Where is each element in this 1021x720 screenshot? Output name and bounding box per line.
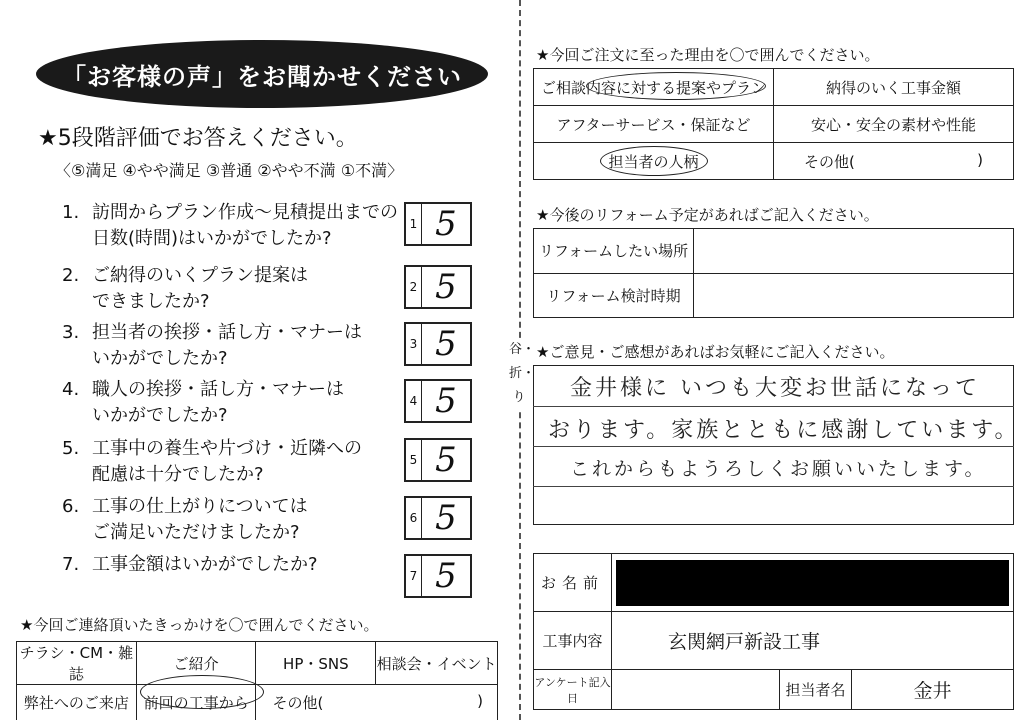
question-text: 工事の仕上がりについては ご満足いただけましたか? [92, 496, 308, 543]
question-number: 3. [62, 322, 80, 343]
score-box[interactable] [404, 322, 472, 366]
date-field[interactable] [612, 670, 780, 710]
work-value: 玄関網戸新設工事 [612, 612, 1014, 670]
rating-question [62, 436, 362, 488]
score-index: 7 [406, 556, 422, 596]
future-place-field[interactable] [694, 229, 1014, 274]
rating-scale: 〈⑤満足 ④やや満足 ③普通 ②やや不満 ①不満〉 [55, 161, 404, 180]
reason-other-open: その他( [804, 152, 855, 171]
selection-circle [600, 146, 708, 176]
comment-line-1: 金井様に いつも大変お世話になって [570, 376, 980, 401]
reason-option-other[interactable] [774, 143, 1014, 180]
question-text: 工事金額はいかがでしたか? [92, 554, 318, 575]
question-number: 2. [62, 265, 80, 286]
score-index: 4 [406, 381, 422, 421]
rating-question [62, 263, 308, 315]
selection-circle [140, 675, 264, 709]
contact-option-previous-label: 前回の工事から [143, 694, 249, 712]
score-value: 5 [435, 267, 457, 307]
fold-label: 谷・折・り [509, 338, 529, 410]
comment-line-2: おります。家族とともに感謝しています。 [548, 418, 1020, 443]
score-index: 5 [406, 440, 422, 480]
work-label: 工事内容 [534, 612, 612, 670]
date-label: アンケート記入日 [534, 670, 612, 710]
score-box[interactable] [404, 554, 472, 598]
score-value: 5 [435, 204, 457, 244]
score-box[interactable] [404, 496, 472, 540]
question-number: 4. [62, 379, 80, 400]
question-text: 工事中の養生や片づけ・近隣への 配慮は十分でしたか? [92, 438, 362, 485]
contact-option-hp[interactable]: HP・SNS [256, 642, 376, 685]
question-text: 職人の挨拶・話し方・マナーは いかがでしたか? [92, 379, 344, 426]
rating-question [62, 494, 308, 546]
page-title: 「お客様の声」をお聞かせください [36, 40, 488, 108]
reason-option-staff[interactable]: 担当者の人柄 [534, 143, 774, 180]
score-index: 2 [406, 267, 422, 307]
question-text: ご納得のいくプラン提案は できましたか? [92, 265, 308, 312]
score-value: 5 [435, 556, 457, 596]
comment-rule [533, 486, 1014, 487]
rating-heading: ★5段階評価でお答えください。 [38, 126, 358, 151]
question-number: 5. [62, 438, 80, 459]
future-place-label: リフォームしたい場所 [534, 229, 694, 274]
score-value: 5 [435, 498, 457, 538]
name-field[interactable] [612, 554, 1014, 612]
question-number: 6. [62, 496, 80, 517]
reason-option-aftercare[interactable]: アフターサービス・保証など [534, 106, 774, 143]
score-box[interactable] [404, 438, 472, 482]
future-time-field[interactable] [694, 273, 1014, 318]
reason-option-price[interactable]: 納得のいく工事金額 [774, 69, 1014, 106]
contact-option-other[interactable] [256, 685, 498, 720]
contact-option-visit[interactable]: 弊社へのご来店 [17, 685, 137, 720]
question-text: 訪問からプラン作成～見積提出までの 日数(時間)はいかがでしたか? [92, 202, 398, 249]
comments-heading: ★ご意見・ご感想があればお気軽にご記入ください。 [536, 343, 895, 361]
score-box[interactable] [404, 202, 472, 246]
future-table [533, 228, 1014, 318]
staff-label: 担当者名 [780, 670, 852, 710]
contact-other-open: その他( [272, 694, 324, 712]
reason-option-material[interactable]: 安心・安全の素材や性能 [774, 106, 1014, 143]
info-table [533, 553, 1014, 710]
contact-heading: ★今回ご連絡頂いたきっかけを〇で囲んでください。 [20, 616, 379, 634]
score-index: 1 [406, 204, 422, 244]
contact-option-referral[interactable]: ご紹介 [136, 642, 256, 685]
comment-rule [533, 446, 1014, 447]
score-index: 6 [406, 498, 422, 538]
score-value: 5 [435, 381, 457, 421]
contact-option-flyer[interactable]: チラシ・CM・雑誌 [17, 642, 137, 685]
rating-question [62, 200, 398, 252]
question-number: 7. [62, 554, 80, 575]
rating-question [62, 320, 362, 372]
score-value: 5 [435, 440, 457, 480]
question-number: 1. [62, 202, 80, 223]
comment-line-3: これからもようろしくお願いいたします。 [570, 458, 987, 480]
name-redaction [616, 560, 1009, 606]
reason-heading: ★今回ご注文に至った理由を〇で囲んでください。 [536, 46, 880, 64]
score-value: 5 [435, 324, 457, 364]
future-time-label: リフォーム検討時期 [534, 273, 694, 318]
future-heading: ★今後のリフォーム予定があればご記入ください。 [536, 206, 879, 224]
score-index: 3 [406, 324, 422, 364]
staff-value: 金井 [852, 670, 1014, 710]
name-label: お名前 [534, 554, 612, 612]
contact-option-event[interactable]: 相談会・イベント [376, 642, 498, 685]
reason-other-close: ) [977, 150, 983, 169]
contact-other-close: ) [477, 692, 483, 710]
question-text: 担当者の挨拶・話し方・マナーは いかがでしたか? [92, 322, 362, 369]
comment-rule [533, 406, 1014, 407]
contact-table [16, 641, 498, 720]
rating-question [62, 377, 344, 429]
score-box[interactable] [404, 379, 472, 423]
reason-option-proposal[interactable]: ご相談内容に対する提案やプラン [534, 69, 774, 106]
selection-circle [586, 72, 766, 100]
rating-question [62, 552, 318, 578]
score-box[interactable] [404, 265, 472, 309]
